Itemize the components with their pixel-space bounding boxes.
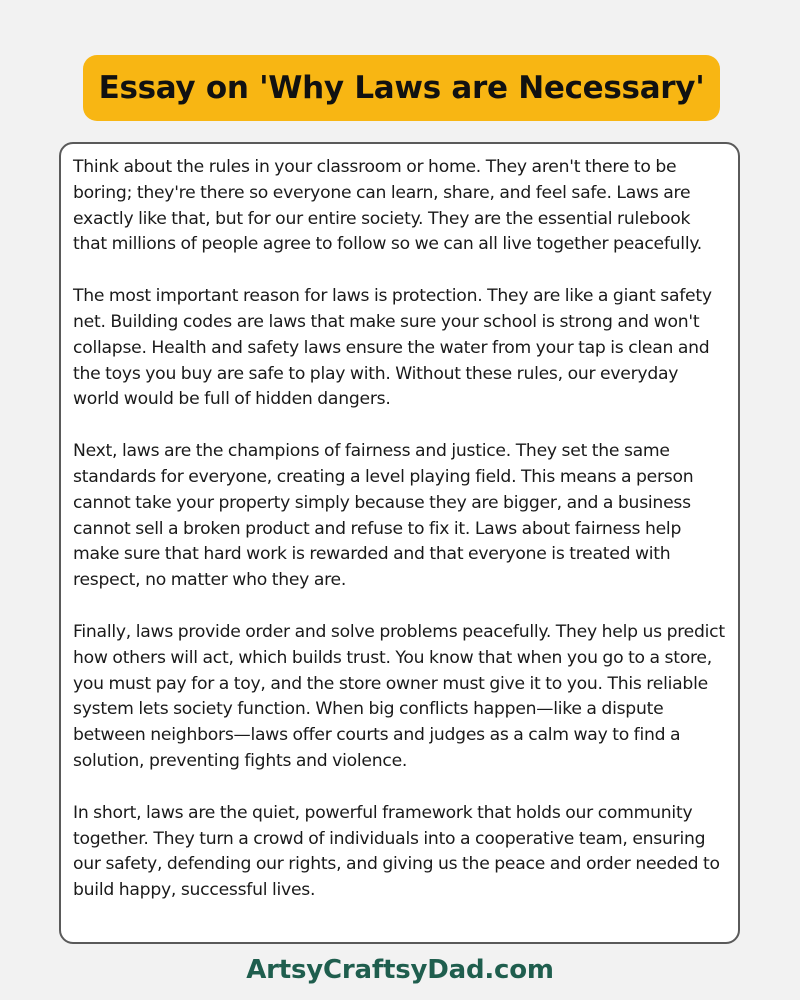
essay-body <box>59 142 740 944</box>
essay-paragraph-order: Finally, laws provide order and solve problems peacefully. They help us predict how others will act, which builds trust. You know that when you go to a store, you must pay for a toy, and the store owner must give it to you. This reliable system lets society function. When big conflicts happen—like a dispute between neighbors—laws offer courts and judges as a calm way to find a solution, preventing fights and violence. <box>73 621 725 771</box>
essay-paragraph-conclusion: In short, laws are the quiet, powerful framework that holds our community together. They turn a crowd of individuals into a cooperative team, ensuring our safety, defending our rights, and giving us the peace and order needed to build happy, successful lives. <box>73 802 720 901</box>
footer-brand-link[interactable]: ArtsyCraftsyDad.com <box>246 955 554 985</box>
page-title: Essay on 'Why Laws are Necessary' <box>98 70 705 106</box>
essay-paragraph-intro: Think about the rules in your classroom or home. They aren't there to be boring; they're there so everyone can learn, share, and feel safe. Laws are exactly like that, but for our entire society. They are the essential rulebook that millions of people agree to follow so we can all live together peacefully. <box>73 157 703 255</box>
title-banner <box>83 55 720 121</box>
essay-paragraph-fairness: Next, laws are the champions of fairness and justice. They set the same standards for everyone, creating a level playing field. This means a person cannot take your property simply because they are bigger, and a business cannot sell a broken product and refuse to fix it. Laws about fairness help make sure that hard work is rewarded and that everyone is treated with respect, no matter who they are. <box>73 441 694 591</box>
essay-paragraph-protection: The most important reason for laws is protection. They are like a giant safety net. Building codes are laws that make sure your school is strong and won't collapse. Health and safety laws ensure the water from your tap is clean and the toys you buy are safe to play with. Without these rules, our everyday world would be full of hidden dangers. <box>73 286 712 410</box>
